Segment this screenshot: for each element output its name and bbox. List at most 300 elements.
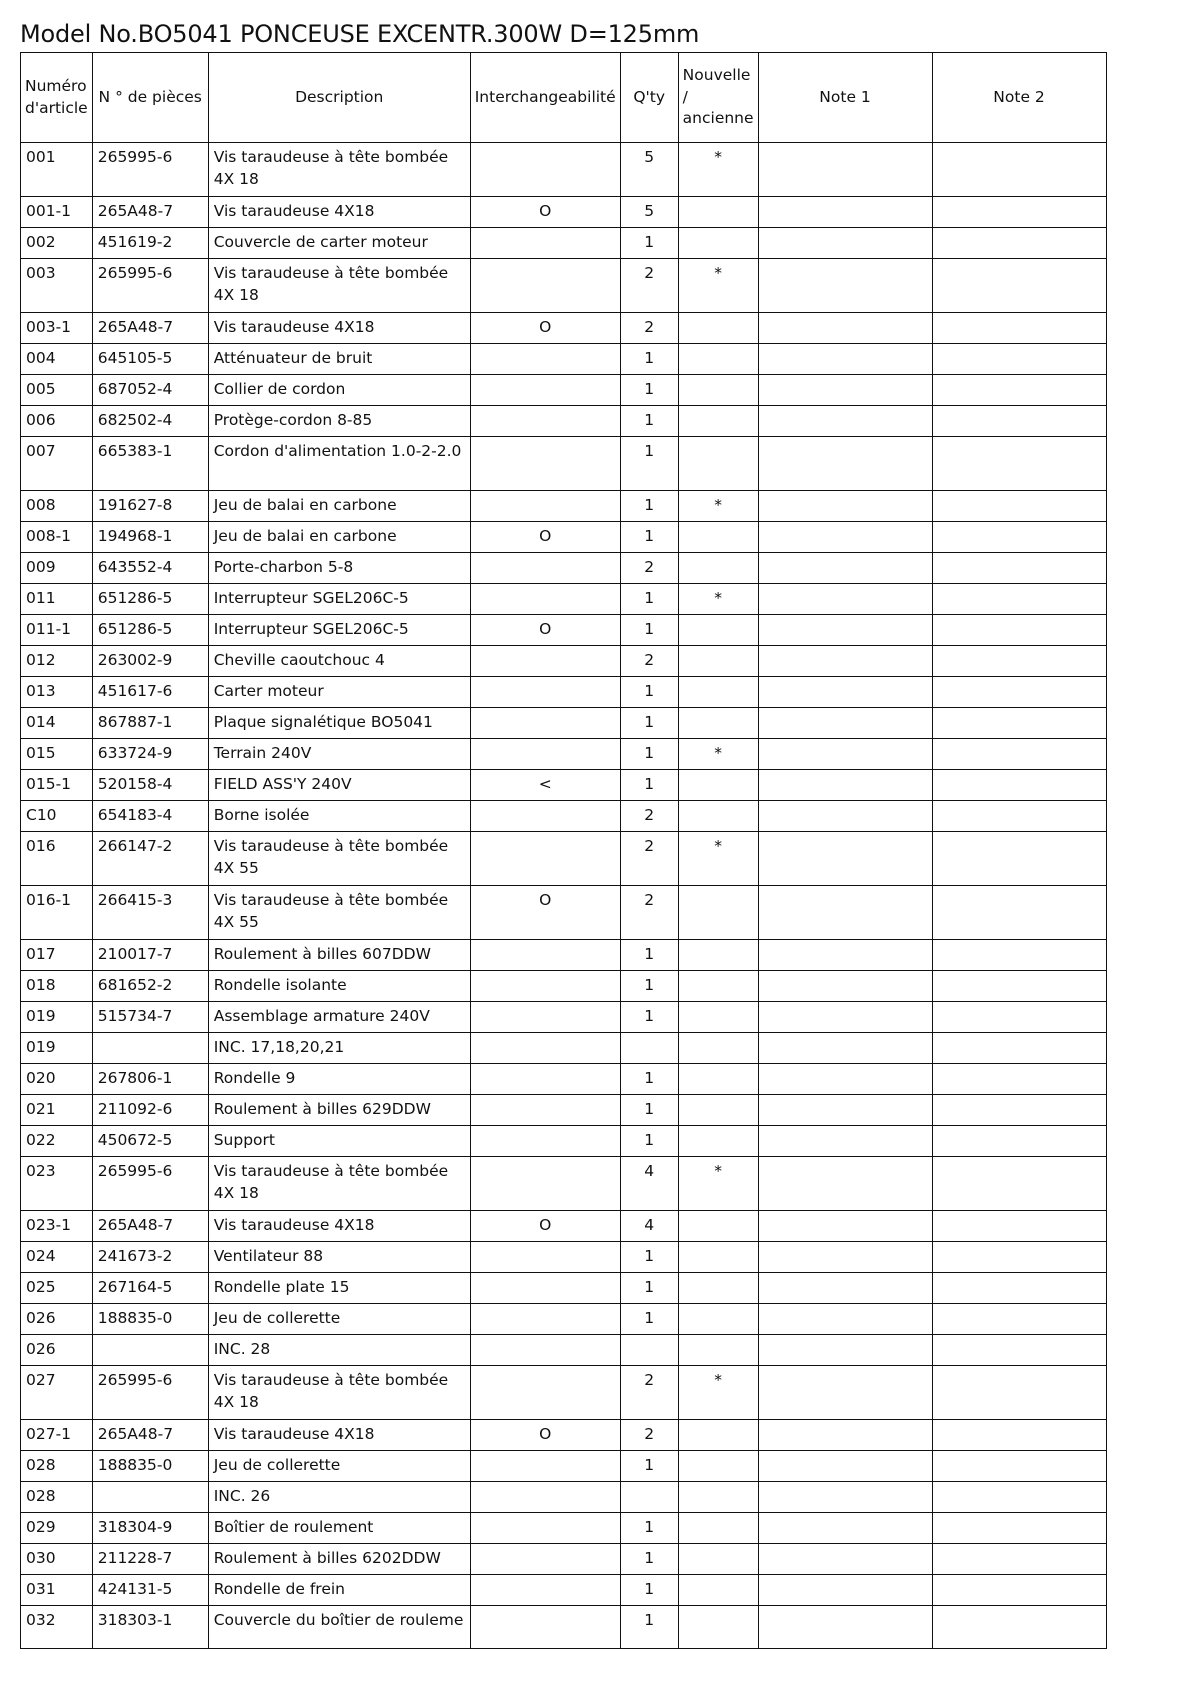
table-row — [21, 1033, 1107, 1064]
cell-note-1 — [758, 228, 932, 259]
cell-quantity: 1 — [620, 522, 678, 553]
cell-interchangeability — [470, 801, 620, 832]
cell-new-old — [678, 886, 758, 940]
cell-item-number: 030 — [21, 1544, 93, 1575]
parts-table — [20, 52, 1107, 1649]
cell-interchangeability — [470, 143, 620, 197]
cell-description: Rondelle 9 — [208, 1064, 470, 1095]
cell-quantity: 2 — [620, 1420, 678, 1451]
cell-interchangeability — [470, 1273, 620, 1304]
cell-part-number: 263002-9 — [92, 646, 208, 677]
cell-note-2 — [932, 522, 1106, 553]
cell-note-1 — [758, 1002, 932, 1033]
cell-quantity: 4 — [620, 1157, 678, 1211]
cell-interchangeability — [470, 584, 620, 615]
cell-part-number: 211228-7 — [92, 1544, 208, 1575]
cell-description: Couvercle de carter moteur — [208, 228, 470, 259]
cell-part-number — [92, 1033, 208, 1064]
cell-interchangeability — [470, 1157, 620, 1211]
cell-quantity: 1 — [620, 1126, 678, 1157]
cell-part-number: 682502-4 — [92, 406, 208, 437]
table-row — [21, 375, 1107, 406]
cell-quantity: 2 — [620, 553, 678, 584]
table-row — [21, 584, 1107, 615]
cell-new-old — [678, 940, 758, 971]
cell-note-1 — [758, 375, 932, 406]
cell-interchangeability — [470, 1513, 620, 1544]
cell-part-number: 515734-7 — [92, 1002, 208, 1033]
cell-part-number: 265995-6 — [92, 1157, 208, 1211]
cell-note-2 — [932, 143, 1106, 197]
cell-item-number: 019 — [21, 1002, 93, 1033]
cell-interchangeability: O — [470, 522, 620, 553]
cell-new-old — [678, 1095, 758, 1126]
cell-note-1 — [758, 1157, 932, 1211]
cell-part-number: 687052-4 — [92, 375, 208, 406]
cell-new-old — [678, 437, 758, 491]
cell-quantity: 1 — [620, 1513, 678, 1544]
cell-description: Vis taraudeuse 4X18 — [208, 313, 470, 344]
cell-new-old: * — [678, 832, 758, 886]
cell-quantity: 1 — [620, 940, 678, 971]
cell-new-old — [678, 615, 758, 646]
cell-note-2 — [932, 1366, 1106, 1420]
cell-new-old — [678, 770, 758, 801]
cell-note-2 — [932, 1420, 1106, 1451]
cell-new-old — [678, 522, 758, 553]
table-row — [21, 1304, 1107, 1335]
table-row — [21, 770, 1107, 801]
cell-interchangeability: O — [470, 886, 620, 940]
cell-note-1 — [758, 646, 932, 677]
cell-interchangeability — [470, 971, 620, 1002]
cell-description: Vis taraudeuse 4X18 — [208, 1420, 470, 1451]
cell-new-old — [678, 801, 758, 832]
cell-item-number: 024 — [21, 1242, 93, 1273]
header-quantity: Q'ty — [620, 53, 678, 143]
cell-note-2 — [932, 375, 1106, 406]
cell-note-1 — [758, 1064, 932, 1095]
cell-note-1 — [758, 522, 932, 553]
cell-item-number: 003-1 — [21, 313, 93, 344]
cell-quantity — [620, 1033, 678, 1064]
cell-note-2 — [932, 313, 1106, 344]
cell-interchangeability — [470, 1606, 620, 1649]
cell-new-old — [678, 1420, 758, 1451]
table-row — [21, 1366, 1107, 1420]
cell-note-1 — [758, 677, 932, 708]
cell-interchangeability — [470, 1033, 620, 1064]
cell-description: Vis taraudeuse à tête bombée 4X 18 — [208, 143, 470, 197]
cell-note-1 — [758, 739, 932, 770]
cell-item-number: 008 — [21, 491, 93, 522]
cell-quantity: 1 — [620, 971, 678, 1002]
parts-table-body — [21, 143, 1107, 1649]
cell-item-number: 016 — [21, 832, 93, 886]
header-note-1: Note 1 — [758, 53, 932, 143]
cell-interchangeability — [470, 832, 620, 886]
cell-description: Plaque signalétique BO5041 — [208, 708, 470, 739]
cell-new-old — [678, 1273, 758, 1304]
cell-note-1 — [758, 886, 932, 940]
cell-new-old — [678, 971, 758, 1002]
cell-interchangeability — [470, 1335, 620, 1366]
cell-note-1 — [758, 1366, 932, 1420]
cell-note-2 — [932, 1002, 1106, 1033]
cell-new-old: * — [678, 1157, 758, 1211]
cell-description: Vis taraudeuse à tête bombée 4X 55 — [208, 832, 470, 886]
cell-item-number: 020 — [21, 1064, 93, 1095]
cell-description: Vis taraudeuse à tête bombée 4X 18 — [208, 259, 470, 313]
cell-note-2 — [932, 1304, 1106, 1335]
cell-part-number: 665383-1 — [92, 437, 208, 491]
cell-interchangeability — [470, 1242, 620, 1273]
cell-note-2 — [932, 801, 1106, 832]
table-row — [21, 708, 1107, 739]
table-row — [21, 1242, 1107, 1273]
cell-note-1 — [758, 1335, 932, 1366]
cell-quantity: 1 — [620, 677, 678, 708]
table-row — [21, 437, 1107, 491]
cell-interchangeability — [470, 1126, 620, 1157]
cell-note-2 — [932, 615, 1106, 646]
cell-quantity: 2 — [620, 313, 678, 344]
cell-new-old — [678, 1033, 758, 1064]
cell-note-2 — [932, 1606, 1106, 1649]
cell-quantity: 1 — [620, 1002, 678, 1033]
cell-new-old — [678, 677, 758, 708]
cell-note-1 — [758, 1273, 932, 1304]
cell-description: Boîtier de roulement — [208, 1513, 470, 1544]
cell-description: Interrupteur SGEL206C-5 — [208, 584, 470, 615]
cell-quantity — [620, 1335, 678, 1366]
cell-interchangeability — [470, 1366, 620, 1420]
cell-interchangeability — [470, 491, 620, 522]
cell-part-number: 266147-2 — [92, 832, 208, 886]
cell-part-number: 451617-6 — [92, 677, 208, 708]
cell-interchangeability — [470, 646, 620, 677]
cell-item-number: 009 — [21, 553, 93, 584]
cell-note-2 — [932, 646, 1106, 677]
cell-part-number — [92, 1482, 208, 1513]
cell-quantity: 1 — [620, 1451, 678, 1482]
cell-note-2 — [932, 197, 1106, 228]
cell-interchangeability — [470, 344, 620, 375]
cell-note-1 — [758, 1033, 932, 1064]
cell-part-number: 265995-6 — [92, 143, 208, 197]
cell-note-2 — [932, 1482, 1106, 1513]
cell-description: Jeu de collerette — [208, 1451, 470, 1482]
cell-new-old — [678, 228, 758, 259]
header-interchangeability: Interchangeabilité — [470, 53, 620, 143]
cell-quantity — [620, 1482, 678, 1513]
cell-description: INC. 28 — [208, 1335, 470, 1366]
cell-note-2 — [932, 406, 1106, 437]
cell-interchangeability — [470, 259, 620, 313]
cell-item-number: 015 — [21, 739, 93, 770]
cell-new-old — [678, 406, 758, 437]
cell-note-1 — [758, 313, 932, 344]
cell-item-number: 022 — [21, 1126, 93, 1157]
cell-note-1 — [758, 1482, 932, 1513]
cell-quantity: 1 — [620, 1273, 678, 1304]
cell-part-number: 520158-4 — [92, 770, 208, 801]
cell-note-1 — [758, 1126, 932, 1157]
cell-item-number: 017 — [21, 940, 93, 971]
cell-part-number: 188835-0 — [92, 1451, 208, 1482]
cell-note-1 — [758, 1451, 932, 1482]
cell-description: Vis taraudeuse 4X18 — [208, 1211, 470, 1242]
cell-item-number: 023 — [21, 1157, 93, 1211]
cell-note-2 — [932, 1273, 1106, 1304]
cell-part-number: 267164-5 — [92, 1273, 208, 1304]
cell-note-2 — [932, 708, 1106, 739]
cell-description: INC. 26 — [208, 1482, 470, 1513]
cell-item-number: 008-1 — [21, 522, 93, 553]
cell-part-number: 654183-4 — [92, 801, 208, 832]
cell-note-2 — [932, 1211, 1106, 1242]
cell-note-2 — [932, 259, 1106, 313]
cell-description: FIELD ASS'Y 240V — [208, 770, 470, 801]
table-row — [21, 406, 1107, 437]
table-row — [21, 522, 1107, 553]
cell-quantity: 1 — [620, 437, 678, 491]
cell-note-1 — [758, 940, 932, 971]
cell-quantity: 1 — [620, 1242, 678, 1273]
cell-note-1 — [758, 1242, 932, 1273]
cell-item-number: 031 — [21, 1575, 93, 1606]
cell-interchangeability — [470, 1482, 620, 1513]
cell-interchangeability — [470, 553, 620, 584]
table-row — [21, 1126, 1107, 1157]
table-row — [21, 646, 1107, 677]
table-row — [21, 1544, 1107, 1575]
cell-note-1 — [758, 971, 932, 1002]
cell-description: Rondelle plate 15 — [208, 1273, 470, 1304]
cell-new-old — [678, 1513, 758, 1544]
cell-new-old: * — [678, 1366, 758, 1420]
cell-part-number: 265A48-7 — [92, 1420, 208, 1451]
cell-interchangeability — [470, 375, 620, 406]
cell-note-2 — [932, 437, 1106, 491]
cell-new-old — [678, 197, 758, 228]
cell-quantity: 2 — [620, 259, 678, 313]
cell-item-number: 027-1 — [21, 1420, 93, 1451]
cell-interchangeability: O — [470, 1211, 620, 1242]
cell-part-number: 450672-5 — [92, 1126, 208, 1157]
cell-interchangeability — [470, 1095, 620, 1126]
cell-note-2 — [932, 832, 1106, 886]
cell-note-2 — [932, 940, 1106, 971]
cell-quantity: 2 — [620, 801, 678, 832]
cell-interchangeability: O — [470, 313, 620, 344]
cell-interchangeability — [470, 1064, 620, 1095]
table-header-row — [21, 53, 1107, 143]
cell-description: Jeu de balai en carbone — [208, 522, 470, 553]
cell-item-number: 025 — [21, 1273, 93, 1304]
cell-quantity: 1 — [620, 375, 678, 406]
cell-item-number: 015-1 — [21, 770, 93, 801]
cell-description: Vis taraudeuse à tête bombée 4X 55 — [208, 886, 470, 940]
cell-quantity: 1 — [620, 1544, 678, 1575]
cell-description: Vis taraudeuse 4X18 — [208, 197, 470, 228]
cell-note-1 — [758, 143, 932, 197]
cell-description: Jeu de collerette — [208, 1304, 470, 1335]
cell-quantity: 2 — [620, 646, 678, 677]
table-row — [21, 313, 1107, 344]
cell-new-old — [678, 313, 758, 344]
cell-interchangeability — [470, 1002, 620, 1033]
cell-note-1 — [758, 491, 932, 522]
cell-note-1 — [758, 344, 932, 375]
cell-part-number: 681652-2 — [92, 971, 208, 1002]
table-row — [21, 197, 1107, 228]
cell-new-old — [678, 1242, 758, 1273]
cell-note-2 — [932, 1064, 1106, 1095]
cell-part-number: 633724-9 — [92, 739, 208, 770]
cell-interchangeability — [470, 228, 620, 259]
cell-new-old: * — [678, 739, 758, 770]
cell-new-old — [678, 1335, 758, 1366]
cell-new-old — [678, 1304, 758, 1335]
cell-new-old — [678, 646, 758, 677]
cell-new-old — [678, 1126, 758, 1157]
table-row — [21, 1095, 1107, 1126]
cell-part-number: 265A48-7 — [92, 197, 208, 228]
table-row — [21, 1482, 1107, 1513]
cell-description: Borne isolée — [208, 801, 470, 832]
cell-new-old — [678, 1482, 758, 1513]
cell-part-number: 265995-6 — [92, 259, 208, 313]
cell-description: Roulement à billes 6202DDW — [208, 1544, 470, 1575]
cell-item-number: 027 — [21, 1366, 93, 1420]
cell-quantity: 1 — [620, 491, 678, 522]
cell-note-1 — [758, 1606, 932, 1649]
cell-note-2 — [932, 584, 1106, 615]
cell-note-2 — [932, 1575, 1106, 1606]
cell-part-number: 194968-1 — [92, 522, 208, 553]
table-row — [21, 259, 1107, 313]
cell-description: Porte-charbon 5-8 — [208, 553, 470, 584]
cell-item-number: 029 — [21, 1513, 93, 1544]
cell-item-number: C10 — [21, 801, 93, 832]
cell-interchangeability — [470, 940, 620, 971]
cell-item-number: 026 — [21, 1304, 93, 1335]
header-description: Description — [208, 53, 470, 143]
cell-note-2 — [932, 344, 1106, 375]
cell-quantity: 1 — [620, 344, 678, 375]
cell-quantity: 2 — [620, 832, 678, 886]
cell-part-number: 191627-8 — [92, 491, 208, 522]
cell-quantity: 1 — [620, 1304, 678, 1335]
cell-new-old — [678, 375, 758, 406]
table-row — [21, 739, 1107, 770]
cell-item-number: 001-1 — [21, 197, 93, 228]
cell-part-number: 265995-6 — [92, 1366, 208, 1420]
cell-item-number: 006 — [21, 406, 93, 437]
cell-item-number: 028 — [21, 1482, 93, 1513]
table-row — [21, 143, 1107, 197]
cell-part-number — [92, 1335, 208, 1366]
cell-quantity: 5 — [620, 197, 678, 228]
cell-part-number: 318303-1 — [92, 1606, 208, 1649]
table-row — [21, 1273, 1107, 1304]
table-row — [21, 1606, 1107, 1649]
cell-item-number: 007 — [21, 437, 93, 491]
table-row — [21, 1157, 1107, 1211]
cell-quantity: 1 — [620, 584, 678, 615]
cell-note-1 — [758, 708, 932, 739]
cell-new-old — [678, 1064, 758, 1095]
cell-description: Interrupteur SGEL206C-5 — [208, 615, 470, 646]
cell-note-2 — [932, 739, 1106, 770]
table-row — [21, 1335, 1107, 1366]
cell-note-1 — [758, 553, 932, 584]
cell-description: Vis taraudeuse à tête bombée 4X 18 — [208, 1366, 470, 1420]
cell-note-2 — [932, 770, 1106, 801]
cell-note-2 — [932, 228, 1106, 259]
cell-note-1 — [758, 406, 932, 437]
cell-interchangeability — [470, 406, 620, 437]
table-row — [21, 832, 1107, 886]
cell-description: Carter moteur — [208, 677, 470, 708]
table-row — [21, 1064, 1107, 1095]
cell-interchangeability — [470, 708, 620, 739]
cell-quantity: 4 — [620, 1211, 678, 1242]
cell-quantity: 5 — [620, 143, 678, 197]
cell-item-number: 005 — [21, 375, 93, 406]
cell-description: Protège-cordon 8-85 — [208, 406, 470, 437]
cell-quantity: 2 — [620, 1366, 678, 1420]
cell-note-2 — [932, 1095, 1106, 1126]
table-row — [21, 1420, 1107, 1451]
header-part-number: N ° de pièces — [92, 53, 208, 143]
cell-note-1 — [758, 197, 932, 228]
cell-quantity: 1 — [620, 406, 678, 437]
cell-description: Jeu de balai en carbone — [208, 491, 470, 522]
cell-item-number: 016-1 — [21, 886, 93, 940]
cell-note-1 — [758, 1420, 932, 1451]
cell-item-number: 023-1 — [21, 1211, 93, 1242]
table-row — [21, 677, 1107, 708]
cell-quantity: 1 — [620, 1575, 678, 1606]
cell-item-number: 011-1 — [21, 615, 93, 646]
cell-note-2 — [932, 1157, 1106, 1211]
cell-new-old — [678, 1606, 758, 1649]
cell-interchangeability — [470, 677, 620, 708]
cell-part-number: 645105-5 — [92, 344, 208, 375]
header-new-old: Nouvelle / ancienne — [678, 53, 758, 143]
cell-quantity: 1 — [620, 1606, 678, 1649]
cell-part-number: 424131-5 — [92, 1575, 208, 1606]
cell-note-1 — [758, 437, 932, 491]
cell-part-number: 241673-2 — [92, 1242, 208, 1273]
cell-part-number: 211092-6 — [92, 1095, 208, 1126]
cell-part-number: 188835-0 — [92, 1304, 208, 1335]
cell-description: Ventilateur 88 — [208, 1242, 470, 1273]
cell-quantity: 1 — [620, 739, 678, 770]
cell-item-number: 032 — [21, 1606, 93, 1649]
cell-description: Atténuateur de bruit — [208, 344, 470, 375]
cell-quantity: 1 — [620, 1095, 678, 1126]
table-row — [21, 344, 1107, 375]
cell-new-old — [678, 1002, 758, 1033]
cell-description: Assemblage armature 240V — [208, 1002, 470, 1033]
cell-part-number: 267806-1 — [92, 1064, 208, 1095]
cell-description: INC. 17,18,20,21 — [208, 1033, 470, 1064]
table-row — [21, 801, 1107, 832]
cell-new-old — [678, 553, 758, 584]
